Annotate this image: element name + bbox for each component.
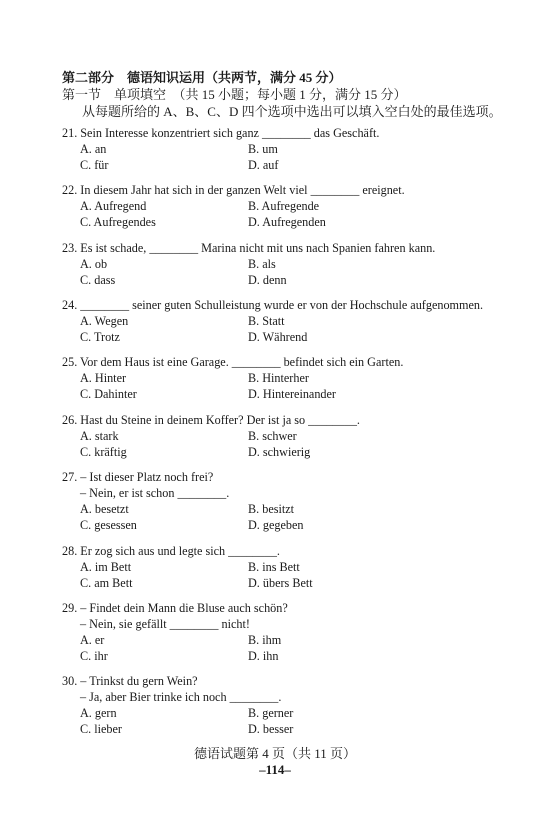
question-29	[62, 600, 532, 664]
option-d: D. Aufregenden	[248, 215, 326, 229]
option-d: D. gegeben	[248, 518, 304, 532]
option-c: C. Dahinter	[80, 387, 137, 401]
option-c: C. kräftig	[80, 445, 127, 459]
question-23	[62, 240, 532, 288]
option-b: B. Aufregende	[248, 199, 320, 213]
question-stem: 30. – Trinkst du gern Wein?	[62, 674, 198, 688]
question-stem-line-2: – Ja, aber Bier trinke ich noch ________.	[80, 690, 282, 704]
option-c: C. gesessen	[80, 518, 137, 532]
option-d: D. ihn	[248, 649, 279, 663]
question-26	[62, 412, 532, 460]
question-stem-line-2: – Nein, sie gefällt ________ nicht!	[80, 617, 250, 631]
question-28	[62, 543, 532, 591]
section-title: 第二部分 德语知识运用（共两节，满分 45 分）	[62, 70, 342, 85]
option-a: A. Aufregend	[80, 199, 147, 213]
question-stem: 26. Hast du Steine in deinem Koffer? Der ist ja so ________.	[62, 413, 360, 427]
question-stem: 25. Vor dem Haus ist eine Garage. ________ befindet sich ein Garten.	[62, 355, 404, 369]
question-22	[62, 182, 532, 230]
option-d: D. Während	[248, 330, 308, 344]
question-25	[62, 354, 532, 402]
option-a: A. an	[80, 142, 107, 156]
option-b: B. gerner	[248, 706, 294, 720]
question-stem: 23. Es ist schade, ________ Marina nicht mit uns nach Spanien fahren kann.	[62, 241, 436, 255]
option-c: C. dass	[80, 273, 116, 287]
option-b: B. Hinterher	[248, 371, 309, 385]
page-number: –114–	[259, 762, 291, 777]
question-21	[62, 125, 532, 173]
option-c: C. für	[80, 158, 109, 172]
option-a: A. gern	[80, 706, 117, 720]
option-d: D. auf	[248, 158, 279, 172]
option-b: B. um	[248, 142, 278, 156]
question-stem: 24. ________ seiner guten Schulleistung wurde er von der Hochschule aufgenommen.	[62, 298, 484, 312]
question-27	[62, 469, 532, 533]
option-b: B. ins Bett	[248, 560, 300, 574]
question-stem: 28. Er zog sich aus und legte sich ________.	[62, 544, 280, 558]
option-d: D. Hintereinander	[248, 387, 336, 401]
option-c: C. am Bett	[80, 576, 133, 590]
question-24	[62, 297, 532, 345]
option-b: B. Statt	[248, 314, 285, 328]
option-c: C. Trotz	[80, 330, 120, 344]
option-c: C. lieber	[80, 722, 122, 736]
option-b: B. besitzt	[248, 502, 295, 516]
section-subtitle: 第一节 单项填空 （共 15 小题；每小题 1 分，满分 15 分）	[62, 87, 407, 102]
option-a: A. er	[80, 633, 105, 647]
option-b: B. schwer	[248, 429, 297, 443]
question-30	[62, 673, 532, 737]
option-b: B. ihm	[248, 633, 282, 647]
question-stem: 27. – Ist dieser Platz noch frei?	[62, 470, 214, 484]
option-a: A. besetzt	[80, 502, 129, 516]
question-stem: 21. Sein Interesse konzentriert sich ganz ________ das Geschäft.	[62, 126, 380, 140]
option-c: C. ihr	[80, 649, 108, 663]
page-label: 德语试题第 4 页（共 11 页）	[193, 746, 357, 761]
question-stem-line-2: – Nein, er ist schon ________.	[80, 486, 230, 500]
option-a: A. Hinter	[80, 371, 127, 385]
question-stem: 29. – Findet dein Mann die Bluse auch schön?	[62, 601, 288, 615]
option-a: A. Wegen	[80, 314, 129, 328]
question-stem: 22. In diesem Jahr hat sich in der ganzen Welt viel ________ ereignet.	[62, 183, 405, 197]
section-instruction: 从每题所给的 A、B、C、D 四个选项中选出可以填入空白处的最佳选项。	[82, 104, 502, 119]
option-d: D. besser	[248, 722, 294, 736]
option-d: D. übers Bett	[248, 576, 313, 590]
option-d: D. schwierig	[248, 445, 311, 459]
option-a: A. im Bett	[80, 560, 132, 574]
option-a: A. stark	[80, 429, 119, 443]
option-b: B. als	[248, 257, 276, 271]
option-d: D. denn	[248, 273, 287, 287]
option-c: C. Aufregendes	[80, 215, 156, 229]
option-a: A. ob	[80, 257, 108, 271]
